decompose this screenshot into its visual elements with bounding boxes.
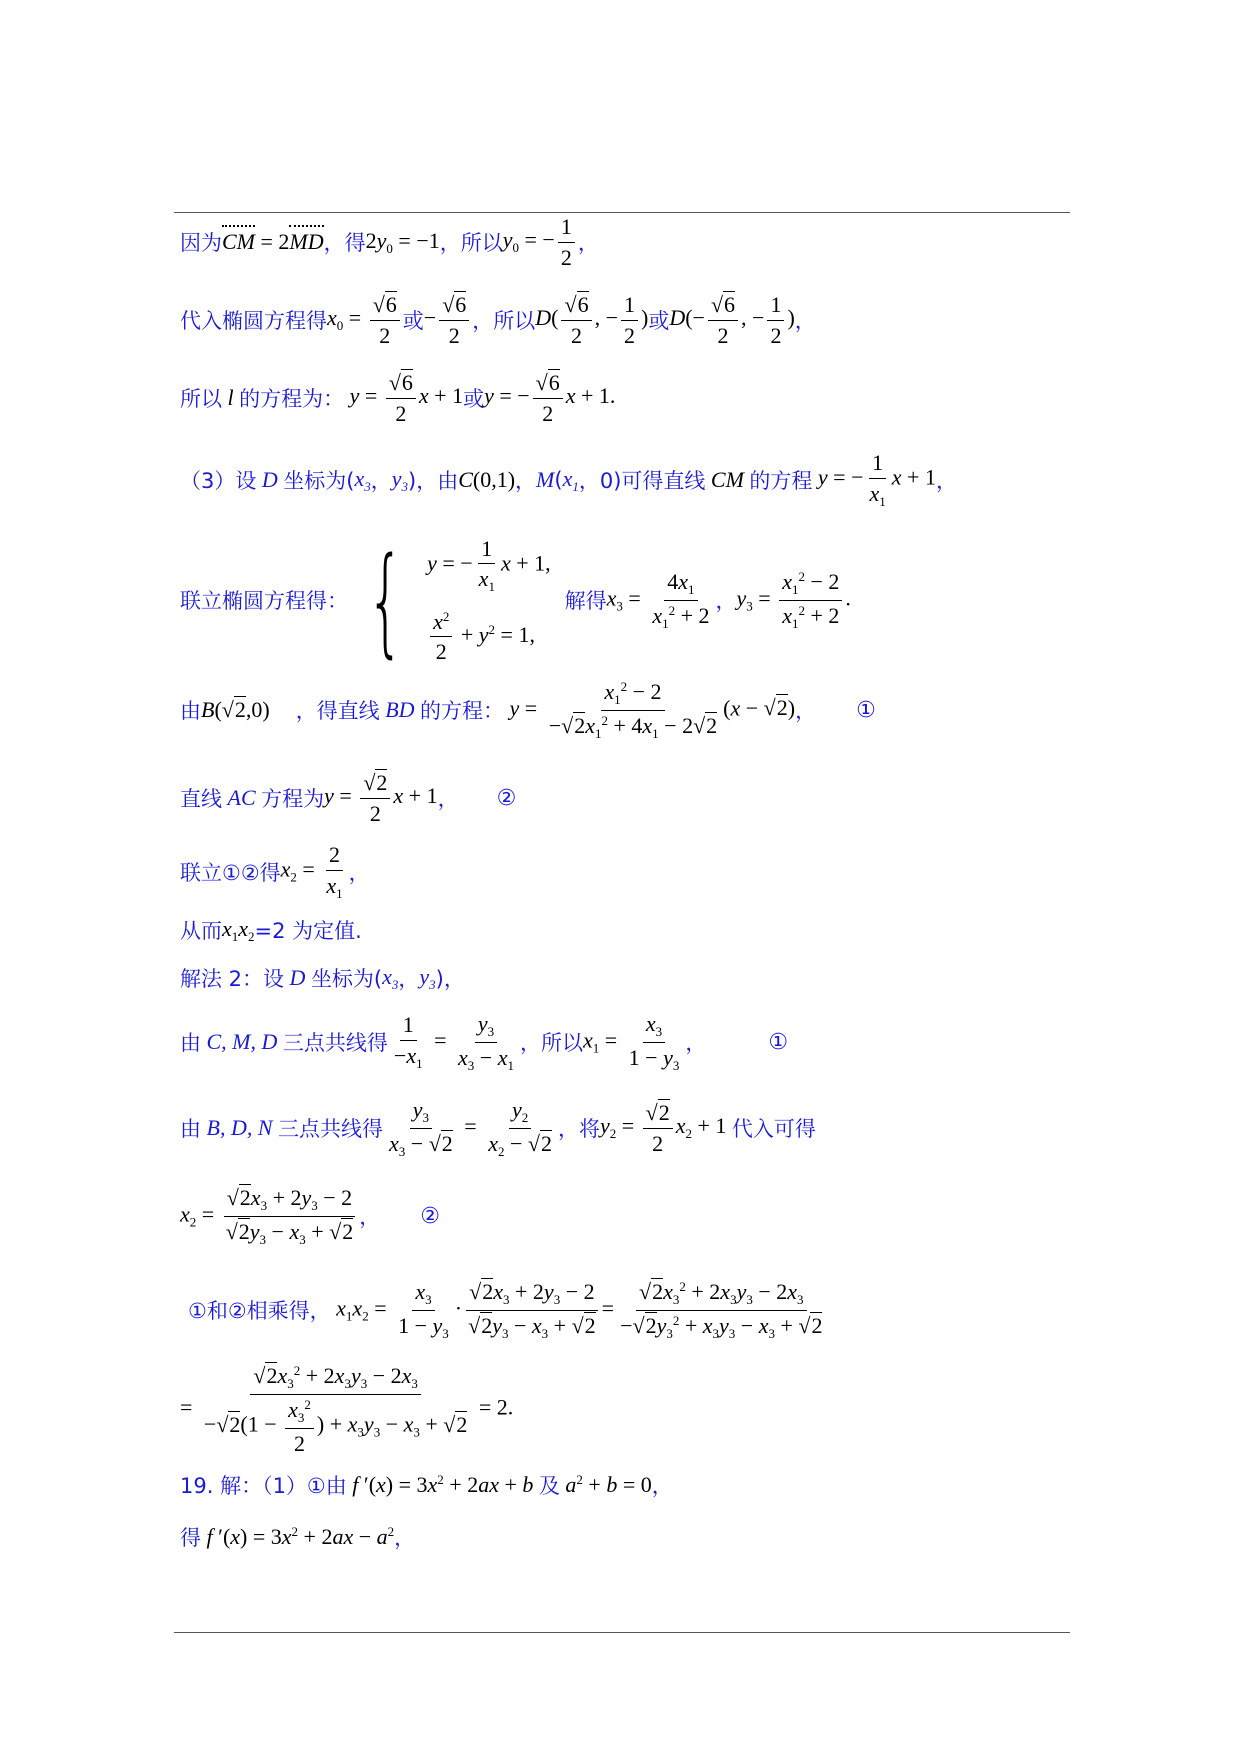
text: )， [435, 967, 465, 991]
text: ， [935, 469, 957, 493]
math: y = $\frac{√2}{2}$ x + 1 [324, 770, 438, 826]
math: − $\frac{√6}{2}$ [424, 292, 473, 348]
text: 所以 [180, 387, 222, 411]
text: 三点共线得 [278, 1117, 383, 1141]
math: $x_3$ [382, 963, 399, 992]
math: $2y_0 = -1$ [365, 227, 440, 256]
text: ①和②相乘得， [188, 1299, 331, 1323]
text: ， [715, 589, 737, 613]
text: （3）设 [180, 469, 257, 493]
text: 直线 [180, 787, 222, 811]
math: $y_2$ = $\frac{√2}{2}$ $x_2 + 1$ [599, 1100, 732, 1156]
marker-1b: ① [768, 1029, 789, 1055]
text: ， [794, 309, 816, 333]
math: $x_1x_2$ = $\frac{x_3}{1 - y_3}$ · $\frac{√2x_3 + 2y_3 - 2}{√2y_3 - x_3 + √2}$ = $\frac{√2x_3^2 + 2x_3y_3 - 2x_3}{-√2y_3^2 + x_3y_3 - x_3 + √2}$ [336, 1278, 823, 1341]
math: CM [705, 467, 750, 492]
line-5 [180, 530, 851, 669]
text: ， [795, 699, 817, 723]
text: ，所以 [519, 1031, 583, 1055]
text: 及 [538, 1474, 560, 1498]
text: ， [437, 787, 459, 811]
line-6 [180, 680, 876, 740]
math: $x_3$ [354, 465, 371, 494]
text: ， [398, 967, 420, 991]
math: = 2MD [255, 229, 324, 254]
text: 的方程为： [239, 387, 345, 411]
text: 坐标为( [283, 469, 355, 493]
math: B(√2,0) [201, 697, 270, 722]
math: $x_0$ = $\frac{√6}{2}$ [327, 292, 403, 348]
text: ( [554, 468, 563, 492]
line-15 [180, 1362, 513, 1458]
math: y = − $\frac{√6}{2}$ x + 1. [484, 370, 616, 426]
math: B, D, N [201, 1115, 278, 1140]
text: 坐标为( [310, 967, 383, 991]
vector-cm: CM [222, 229, 255, 254]
math: $\frac{y_3}{x_3 - √2}$ = $\frac{y_2}{x_2 - √2}$ [389, 1096, 552, 1159]
text: ， [515, 469, 537, 493]
text: ，将 [557, 1117, 600, 1141]
text: )，由 [408, 469, 459, 493]
text: ， [651, 1474, 673, 1498]
line-7 [180, 768, 516, 828]
math: y = $\frac{√6}{2}$ x + 1 [349, 370, 464, 426]
math: y = − $\frac{1}{x_1}$ x + 1 [817, 450, 936, 509]
marker-2: ② [496, 785, 517, 811]
math: D [284, 965, 311, 990]
math: f $'(x) = 3x^2 + 2ax - a^2$ [206, 1524, 395, 1549]
line-1 [180, 212, 599, 272]
text: 的方程： [420, 699, 505, 723]
math: C, M, D [201, 1029, 283, 1054]
math: $y_3$ = $\frac{x_1^2 - 2}{x_1^2 + 2}$ . [736, 568, 851, 631]
text: 方程为 [261, 787, 325, 811]
text: ， [577, 231, 599, 255]
line-3 [180, 368, 615, 428]
line-17 [180, 1512, 415, 1562]
math: $y_3$ [391, 465, 408, 494]
text: ， [359, 1205, 381, 1229]
text: 解法 2：设 [180, 967, 285, 991]
math: = $√2x_3^2 + 2x_3y_3 - 2x_3$ −√2(1 − $\frac{x_3^2}{2}$ ) + $x_3y_3 - x_3 + √2$ = 2. [180, 1363, 514, 1457]
text: 得 [180, 1526, 201, 1550]
math: f $'(x) = 3x^2 + 2ax + b$ [352, 1472, 534, 1497]
line-11 [180, 1012, 788, 1072]
text: 联立①②得 [180, 861, 281, 885]
text: 代入椭圆方程得 [180, 309, 327, 333]
math: D(− $\frac{√6}{2}$ , − $\frac{1}{2}$ ) [669, 292, 795, 348]
math: $x_1x_2$ [222, 915, 255, 944]
line-4 [180, 450, 957, 510]
math: $y_3$ [419, 963, 436, 992]
line-13 [180, 1186, 440, 1246]
math: C(0,1) [458, 467, 516, 492]
text: ，所以 [439, 231, 503, 255]
marker-1: ① [856, 697, 876, 723]
math: $x_3$ = $\frac{4x_1}{x_1^2 + 2}$ [606, 568, 710, 631]
math: $x_2$ = $\frac{√2x_3 + 2y_3 - 2}{√2y_3 - x_3 + √2}$ [180, 1184, 354, 1247]
line-14 [188, 1280, 828, 1340]
marker-2b: ② [420, 1203, 440, 1229]
line-16 [180, 1460, 673, 1510]
line-12 [180, 1098, 816, 1158]
text: 从而 [180, 919, 222, 943]
text: 或 [402, 309, 424, 333]
text: ， [394, 1526, 416, 1550]
math: $\frac{1}{-x_1}$ = $\frac{y_3}{x_3 - x_1}$ [393, 1010, 514, 1073]
text: 由 [180, 1117, 201, 1141]
text: 的方程 [749, 469, 813, 493]
math: D( $\frac{√6}{2}$ , − $\frac{1}{2}$ ) [535, 292, 649, 348]
equation-system: { y = − $\frac{1}{x_1}$ x + 1, $\frac{x^2}{2}$ + $y^2 = 1$, [366, 530, 551, 669]
text: 19. 解：（1）①由 [180, 1474, 347, 1498]
math: $x_2$ = $\frac{2}{x_1}$ [280, 842, 343, 901]
text: 三点共线得 [282, 1031, 388, 1055]
line-2 [180, 290, 816, 350]
math: y = $\frac{x_1^2 - 2}{-√2x_1^2 + 4x_1 - 2√2}$ (x − √2) [509, 678, 796, 741]
text: 由 [180, 699, 201, 723]
text: 或 [648, 309, 670, 333]
math: M [536, 467, 555, 492]
text: ， [348, 861, 370, 885]
text: 联立椭圆方程得： [180, 589, 348, 613]
line-9 [180, 910, 362, 950]
text: 由 [180, 1031, 201, 1055]
math: D [256, 467, 284, 492]
math: BD [379, 697, 421, 722]
text: 因为 [180, 231, 222, 255]
text: 代入可得 [731, 1117, 816, 1141]
line-8 [180, 842, 370, 902]
math: AC [222, 785, 262, 810]
text: 或 [463, 387, 485, 411]
text: =2 为定值. [254, 919, 362, 943]
math: $y_0$ = − $\frac{1}{2}$ [503, 214, 578, 270]
text: ，0)可得直线 [578, 469, 706, 493]
text: ，所以 [472, 309, 536, 333]
text: 解得 [564, 589, 607, 613]
text: ，得 [323, 231, 366, 255]
line-10 [180, 958, 465, 998]
text: ， [370, 469, 392, 493]
math: $x_1$ = $\frac{x_3}{1 - y_3}$ [582, 1010, 680, 1073]
text: ， [685, 1031, 707, 1055]
math: $a^2 + b = 0$ [565, 1472, 652, 1497]
math: $x_1$ [562, 465, 579, 494]
footer-rule [174, 1632, 1070, 1633]
math: l [222, 385, 240, 410]
text: ，得直线 [295, 699, 380, 723]
